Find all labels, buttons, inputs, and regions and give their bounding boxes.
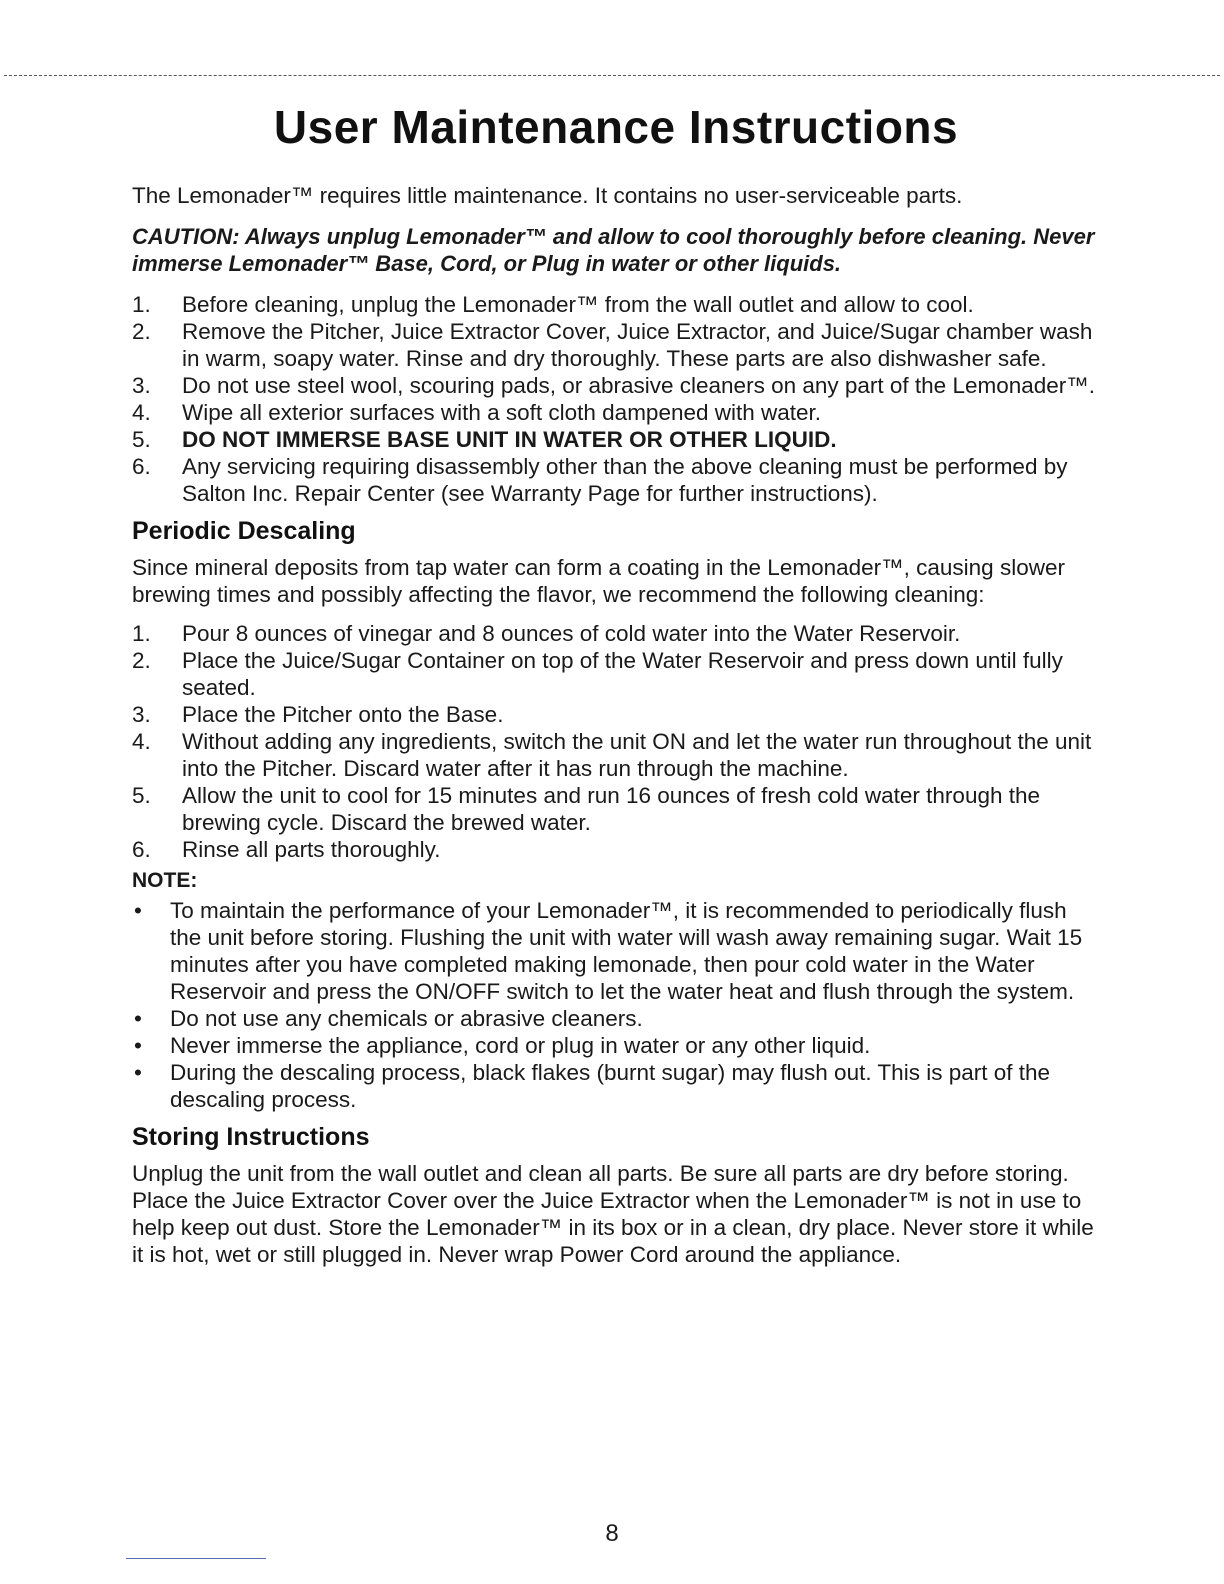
step-text: Pour 8 ounces of vinegar and 8 ounces of cold water into the Water Reservoir. [182,621,961,646]
note-list [132,897,1100,1113]
list-item [132,728,1100,782]
step-number: 1. [132,292,151,317]
list-item [132,1059,1100,1113]
list-item [132,372,1100,399]
storing-text: Unplug the unit from the wall outlet and clean all parts. Be sure all parts are dry before storing. Place the Juice Extractor Cover over the Juice Extractor when the Lemonader™ is not in use to help keep out dust. Store the Lemonader™ in its box or in a clean, dry place. Never store it while it is hot, wet or still plugged in. Never wrap Power Cord around the appliance. [132,1161,1094,1267]
list-item [132,701,1100,728]
list-item [132,1032,1100,1059]
list-item [132,647,1100,701]
note-text: Never immerse the appliance, cord or plug in water or any other liquid. [170,1033,871,1058]
caution-text: CAUTION: Always unplug Lemonader™ and allow to cool thoroughly before cleaning. Never immerse Lemonader™ Base, Cord, or Plug in water or other liquids. [132,224,1095,276]
step-number: 3. [132,373,151,398]
bullet-icon: • [134,1033,142,1058]
step-number: 6. [132,837,151,862]
step-number: 6. [132,454,151,479]
step-text: Without adding any ingredients, switch the unit ON and let the water run throughout the unit into the Pitcher. Discard water after it has run through the machine. [182,729,1092,781]
note-label: NOTE: [132,869,198,892]
note-text: To maintain the performance of your Lemonader™, it is recommended to periodically flush the unit before storing. Flushing the unit with water will wash away remaining sugar. Wait 15 minutes after you have completed making lemonade, then pour cold water in the Water Reservoir and press the ON/OFF switch to let the water heat and flush through the system. [170,898,1083,1004]
page-content [132,100,1100,1268]
page-title: User Maintenance Instructions [273,101,959,153]
step-text: Any servicing requiring disassembly other than the above cleaning must be performed by Salton Inc. Repair Center (see Warranty Page for further instructions). [182,454,1068,506]
list-item [132,291,1100,318]
step-number: 5. [132,783,151,808]
list-item [132,836,1100,863]
step-number: 3. [132,702,151,727]
list-item [132,399,1100,426]
step-text: Before cleaning, unplug the Lemonader™ from the wall outlet and allow to cool. [182,292,974,317]
list-item [132,426,1100,453]
maintenance-steps [132,291,1100,507]
step-number: 5. [132,427,151,452]
step-number: 2. [132,319,151,344]
step-number: 4. [132,400,151,425]
step-text: Rinse all parts thoroughly. [182,837,441,862]
bullet-icon: • [134,1006,142,1031]
step-text: Wipe all exterior surfaces with a soft cloth dampened with water. [182,400,822,425]
step-number: 2. [132,648,151,673]
list-item [132,782,1100,836]
step-text: Place the Juice/Sugar Container on top of the Water Reservoir and press down until fully seated. [182,648,1063,700]
intro-text: The Lemonader™ requires little maintenance. It contains no user-serviceable parts. [132,183,963,208]
note-text: Do not use any chemicals or abrasive cleaners. [170,1006,643,1031]
list-item [132,453,1100,507]
step-number: 1. [132,621,151,646]
step-text: Do not use steel wool, scouring pads, or abrasive cleaners on any part of the Lemonader™. [182,373,1096,398]
note-text: During the descaling process, black flakes (burnt sugar) may flush out. This is part of the descaling process. [170,1060,1051,1112]
top-dashed-rule [4,75,1220,76]
section-heading-descaling: Periodic Descaling [132,517,356,545]
step-text: Remove the Pitcher, Juice Extractor Cover, Juice Extractor, and Juice/Sugar chamber wash in warm, soapy water. Rinse and dry thoroughly. These parts are also dishwasher safe. [182,319,1093,371]
step-number: 4. [132,729,151,754]
bullet-icon: • [134,1060,142,1085]
descaling-intro: Since mineral deposits from tap water can form a coating in the Lemonader™, causing slower brewing times and possibly affecting the flavor, we recommend the following cleaning: [132,555,1065,607]
list-item [132,620,1100,647]
bullet-icon: • [134,898,142,923]
list-item [132,897,1100,1005]
step-text: Allow the unit to cool for 15 minutes and run 16 ounces of fresh cold water through the brewing cycle. Discard the brewed water. [182,783,1041,835]
step-text: Place the Pitcher onto the Base. [182,702,504,727]
page-number: 8 [605,1520,619,1547]
step-text: DO NOT IMMERSE BASE UNIT IN WATER OR OTHER LIQUID. [182,427,837,452]
descaling-steps [132,620,1100,863]
bottom-rule [126,1558,266,1559]
section-heading-storing: Storing Instructions [132,1123,370,1151]
list-item [132,318,1100,372]
list-item [132,1005,1100,1032]
